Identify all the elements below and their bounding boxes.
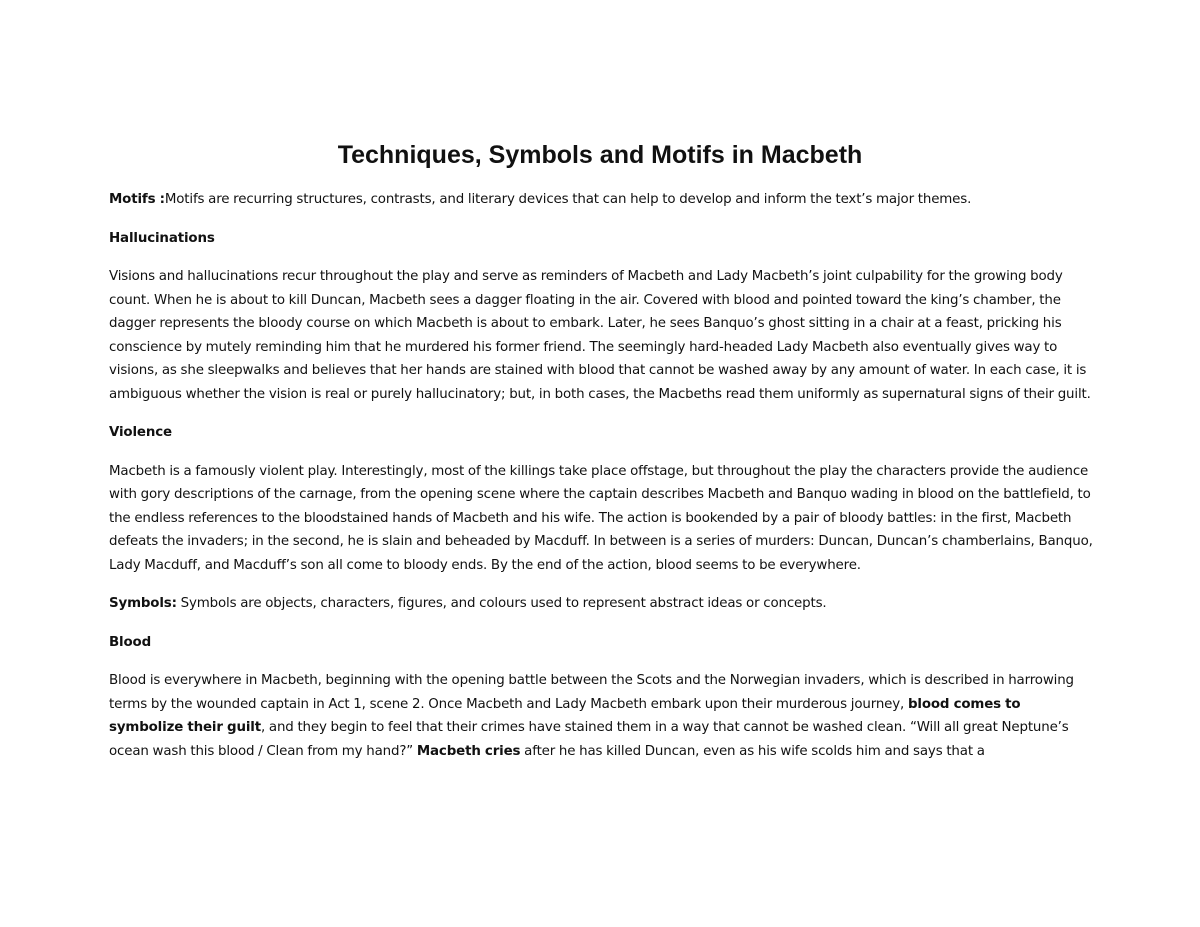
blood-heading: Blood: [109, 634, 152, 650]
blood-bold-macbeth-cries: Macbeth cries: [416, 743, 521, 759]
blood-bold-guilt: blood comes to symbolize their guilt: [109, 696, 1021, 735]
motifs-label: Motifs :: [109, 192, 165, 207]
violence-heading: Violence: [109, 425, 172, 440]
violence-paragraph: Macbeth is a famously violent play. Interestingly, most of the killings take place offstage, but throughout the play the characters provide the audience with gory descriptions of the carnage, from the opening scene where the captain describes Macbeth and Banquo wading in blood on the battlefield, to the endless references to the bloodstained hands of Macbeth and his wife. The action is bookended by a pair of bloody battles: in the first, Macbeth defeats the invaders; in the second, he is slain and beheaded by Macduff. In between is a series of murders: Duncan, Duncan’s chamberlains, Banquo, Lady Macduff, and Macduff’s son all come to bloody ends. By the end of the action, blood seems to be everywhere.: [109, 463, 1093, 573]
blood-text-3: after he has killed Duncan, even as his wife scolds him and says that a: [520, 743, 985, 759]
document-body: [109, 188, 1094, 778]
hallucinations-paragraph: Visions and hallucinations recur throughout the play and serve as reminders of Macbeth and Lady Macbeth’s joint culpability for the growing body count. When he is about to kill Duncan, Macbeth sees a dagger floating in the air. Covered with blood and pointed toward the king’s chamber, the dagger represents the bloody course on which Macbeth is about to embark. Later, he sees Banquo’s ghost sitting in a chair at a feast, pricking his conscience by mutely reminding him that he murdered his former friend. The seemingly hard-headed Lady Macbeth also eventually gives way to visions, as she sleepwalks and believes that her hands are stained with blood that cannot be washed away by any amount of water. In each case, it is ambiguous whether the vision is real or purely hallucinatory; but, in both cases, the Macbeths read them uniformly as supernatural signs of their guilt.: [109, 269, 1091, 402]
symbols-paragraph: [109, 592, 1094, 616]
motifs-definition: Motifs are recurring structures, contrasts, and literary devices that can help to develop and inform the text’s major themes.: [164, 192, 972, 207]
blood-text-2: , and they begin to feel that their crimes have stained them in a way that cannot be washed clean. “Will all great Neptune’s ocean wash this blood / Clean from my hand?”: [109, 720, 1069, 759]
motifs-paragraph: [109, 188, 1094, 212]
page-title: Techniques, Symbols and Motifs in Macbeth: [337, 141, 863, 169]
symbols-label: Symbols:: [109, 596, 177, 611]
blood-text-1: Blood is everywhere in Macbeth, beginning with the opening battle between the Scots and the Norwegian invaders, which is described in harrowing terms by the wounded captain in Act 1, scene 2. Once Macbeth and Lady Macbeth embark upon their murderous journey,: [109, 673, 1074, 712]
blood-paragraph: [109, 669, 1094, 763]
hallucinations-heading: Hallucinations: [109, 230, 215, 246]
symbols-definition: Symbols are objects, characters, figures, and colours used to represent abstract ideas or concepts.: [176, 596, 827, 611]
